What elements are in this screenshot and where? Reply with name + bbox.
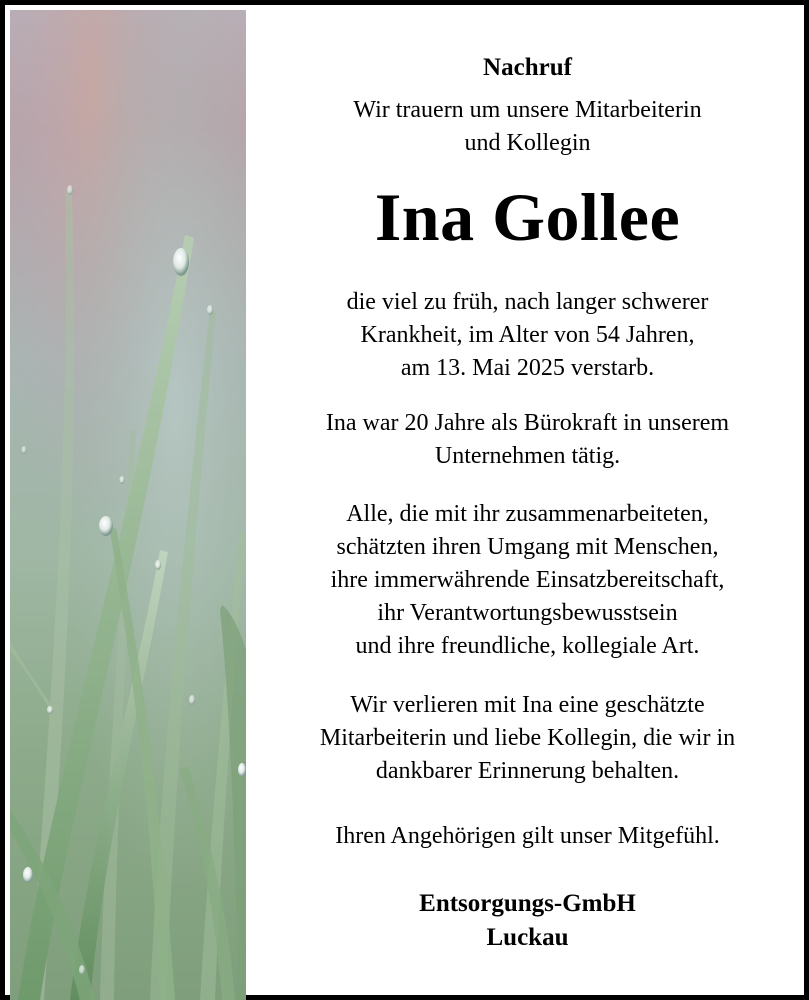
intro-line-2: und Kollegin bbox=[464, 130, 591, 156]
notice-heading: Nachruf bbox=[483, 54, 572, 81]
tribute-line-5: und ihre freundliche, kollegiale Art. bbox=[355, 633, 700, 659]
death-line-3: am 13. Mai 2025 verstarb. bbox=[400, 355, 655, 381]
dewy-grass-photo bbox=[10, 10, 246, 1000]
death-line-1: die viel zu früh, nach langer schwerer bbox=[346, 289, 709, 315]
career-line-1: Ina war 20 Jahre als Bürokraft in unserem bbox=[325, 410, 730, 436]
career-line-2: Unternehmen tätig. bbox=[434, 443, 621, 469]
loss-line-2: Mitarbeiterin und liebe Kollegin, die wir in bbox=[319, 725, 736, 751]
tribute-line-2: schätzten ihren Umgang mit Menschen, bbox=[336, 534, 719, 560]
intro-line-1: Wir trauern um unsere Mitarbeiterin bbox=[353, 97, 702, 123]
notice-text bbox=[246, 10, 809, 1000]
tribute-line-1: Alle, die mit ihr zusammenarbeiteten, bbox=[346, 501, 709, 527]
sympathy-line: Ihren Angehörigen gilt unser Mitgefühl. bbox=[335, 823, 720, 849]
death-line-2: Krankheit, im Alter von 54 Jahren, bbox=[360, 322, 695, 348]
signature-location: Luckau bbox=[486, 924, 569, 951]
signature-company: Entsorgungs-GmbH bbox=[419, 890, 636, 917]
loss-line-1: Wir verlieren mit Ina eine geschätzte bbox=[350, 692, 705, 718]
loss-line-3: dankbarer Erinnerung behalten. bbox=[375, 758, 680, 784]
tribute-line-4: ihr Verantwortungsbewusstsein bbox=[377, 600, 678, 626]
deceased-name: Ina Gollee bbox=[374, 179, 681, 255]
tribute-line-3: ihre immerwährende Einsatzbereitschaft, bbox=[330, 567, 725, 593]
